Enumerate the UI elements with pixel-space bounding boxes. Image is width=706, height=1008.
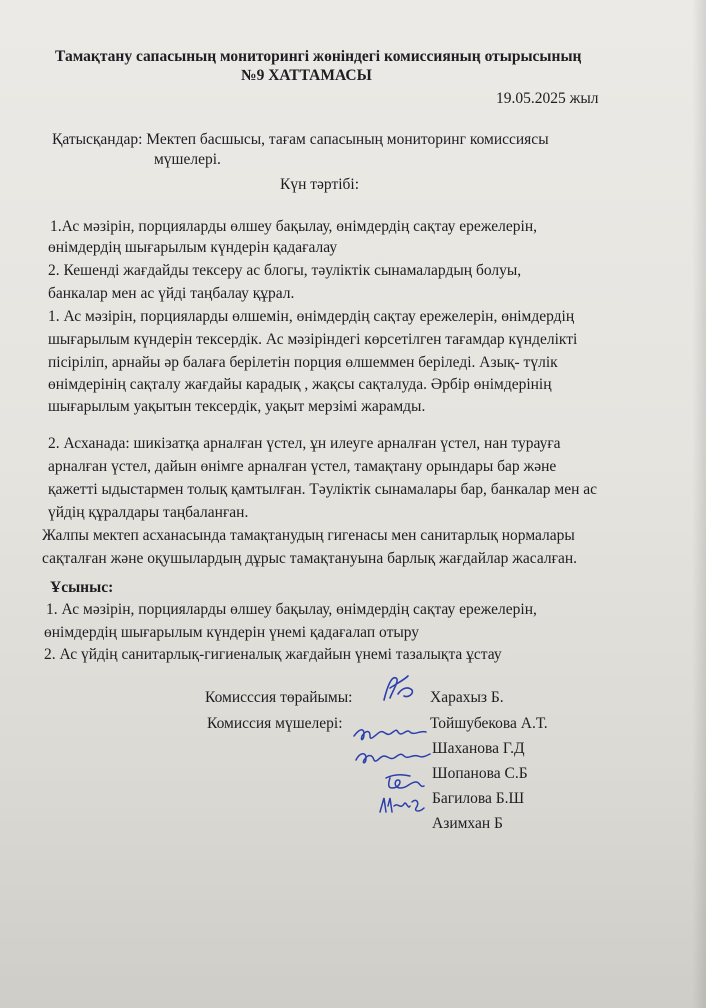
body-line: банкалар мен ас үйді таңбалау құрал. — [48, 285, 295, 302]
member-name: Азимхан Б — [432, 815, 503, 832]
body-line: шығарылым уақытын тексердік, уақыт мерзімі жарамды. — [48, 398, 426, 415]
body-line: арналған үстел, дайын өнімге арналған үстел, тамақтану орындары бар және — [48, 458, 557, 475]
chair-name: Харахыз Б. — [430, 689, 504, 706]
document-date: 19.05.2025 жыл — [496, 90, 599, 107]
proposal-line: 1. Ас мәзірін, порцияларды өлшеу бақылау, өнімдердің сақтау ережелерін, — [46, 601, 537, 618]
body-line: 2. Кешенді жағдайды тексеру ас блогы, тәуліктік сынамалардың болуы, — [48, 262, 522, 279]
body-line: Жалпы мектеп асханасында тамақтанудың гигенасы мен санитарлық нормалары — [42, 527, 575, 544]
page-edge-shadow — [692, 0, 706, 1008]
body-line: 2. Асханада: шикізатқа арналған үстел, ұн илеуге арналған үстел, нан турауға — [48, 435, 561, 452]
chair-label: Комисссия төрайымы: — [205, 689, 353, 706]
body-line: сақталған және оқушылардың дұрыс тамақтануына барлық жағдайлар жасалған. — [42, 550, 578, 567]
proposal-line: өнімдердің шығарылым күндерін үнемі қадағалап отыру — [44, 624, 420, 641]
proposal-line: 2. Ас үйдің санитарлық-гигиеналық жағдайын үнемі тазалықта ұстау — [44, 646, 502, 663]
member-name: Тойшубекова А.Т. — [430, 715, 548, 732]
member-name: Шаханова Г.Д — [432, 740, 525, 757]
member-name: Багилова Б.Ш — [432, 790, 525, 807]
body-line: шығарылым күндерін тексердік. Ас мәзіріндегі көрсетілген тағамдар күнделікті — [48, 331, 578, 348]
body-line: 1. Ас мәзірін, порцияларды өлшемін, өнімдердің сақтау ережелерін, өнімдердің — [48, 308, 575, 325]
proposal-title: Ұсыныс: — [50, 579, 114, 596]
participants-line-2: мүшелері. — [154, 151, 221, 168]
member-signature — [350, 722, 432, 748]
body-line: үйдің құралдары таңбаланған. — [48, 504, 249, 521]
agenda-title: Күн тәртібі: — [280, 176, 360, 193]
body-line: өнімдердің шығарылым күндерін қадағалау — [48, 239, 338, 256]
body-line: өнімдерінің сақталу жағдайы карадық , жақсы сақталуда. Әрбір өнімдерінің — [48, 376, 552, 393]
body-line: қажетті ыдыстармен толық қамтылған. Тәуліктік сынамалары бар, банкалар мен ас — [48, 481, 598, 498]
member-name: Шопанова С.Б — [432, 765, 528, 782]
body-line: 1.Ас мәзірін, порцияларды өлшеу бақылау, өнімдердің сақтау ережелерін, — [50, 218, 538, 235]
participants-line-1: Қатысқандар: Мектеп басшысы, тағам сапасының мониторинг комиссиясы — [52, 131, 549, 148]
document-title-line-1: Тамақтану сапасының мониторингі жөніндегі комиссияның отырысының — [55, 48, 582, 65]
members-label: Комиссия мүшелері: — [207, 715, 343, 732]
member-signature — [376, 792, 432, 818]
member-signature — [380, 770, 432, 794]
document-title-line-2: №9 ХАТТАМАСЫ — [241, 67, 372, 84]
member-signature — [352, 746, 434, 770]
chair-signature — [378, 670, 422, 706]
body-line: пісіріліп, арнайы әр балаға берілетін порция өлшеммен беріледі. Азық- түлік — [48, 354, 558, 371]
